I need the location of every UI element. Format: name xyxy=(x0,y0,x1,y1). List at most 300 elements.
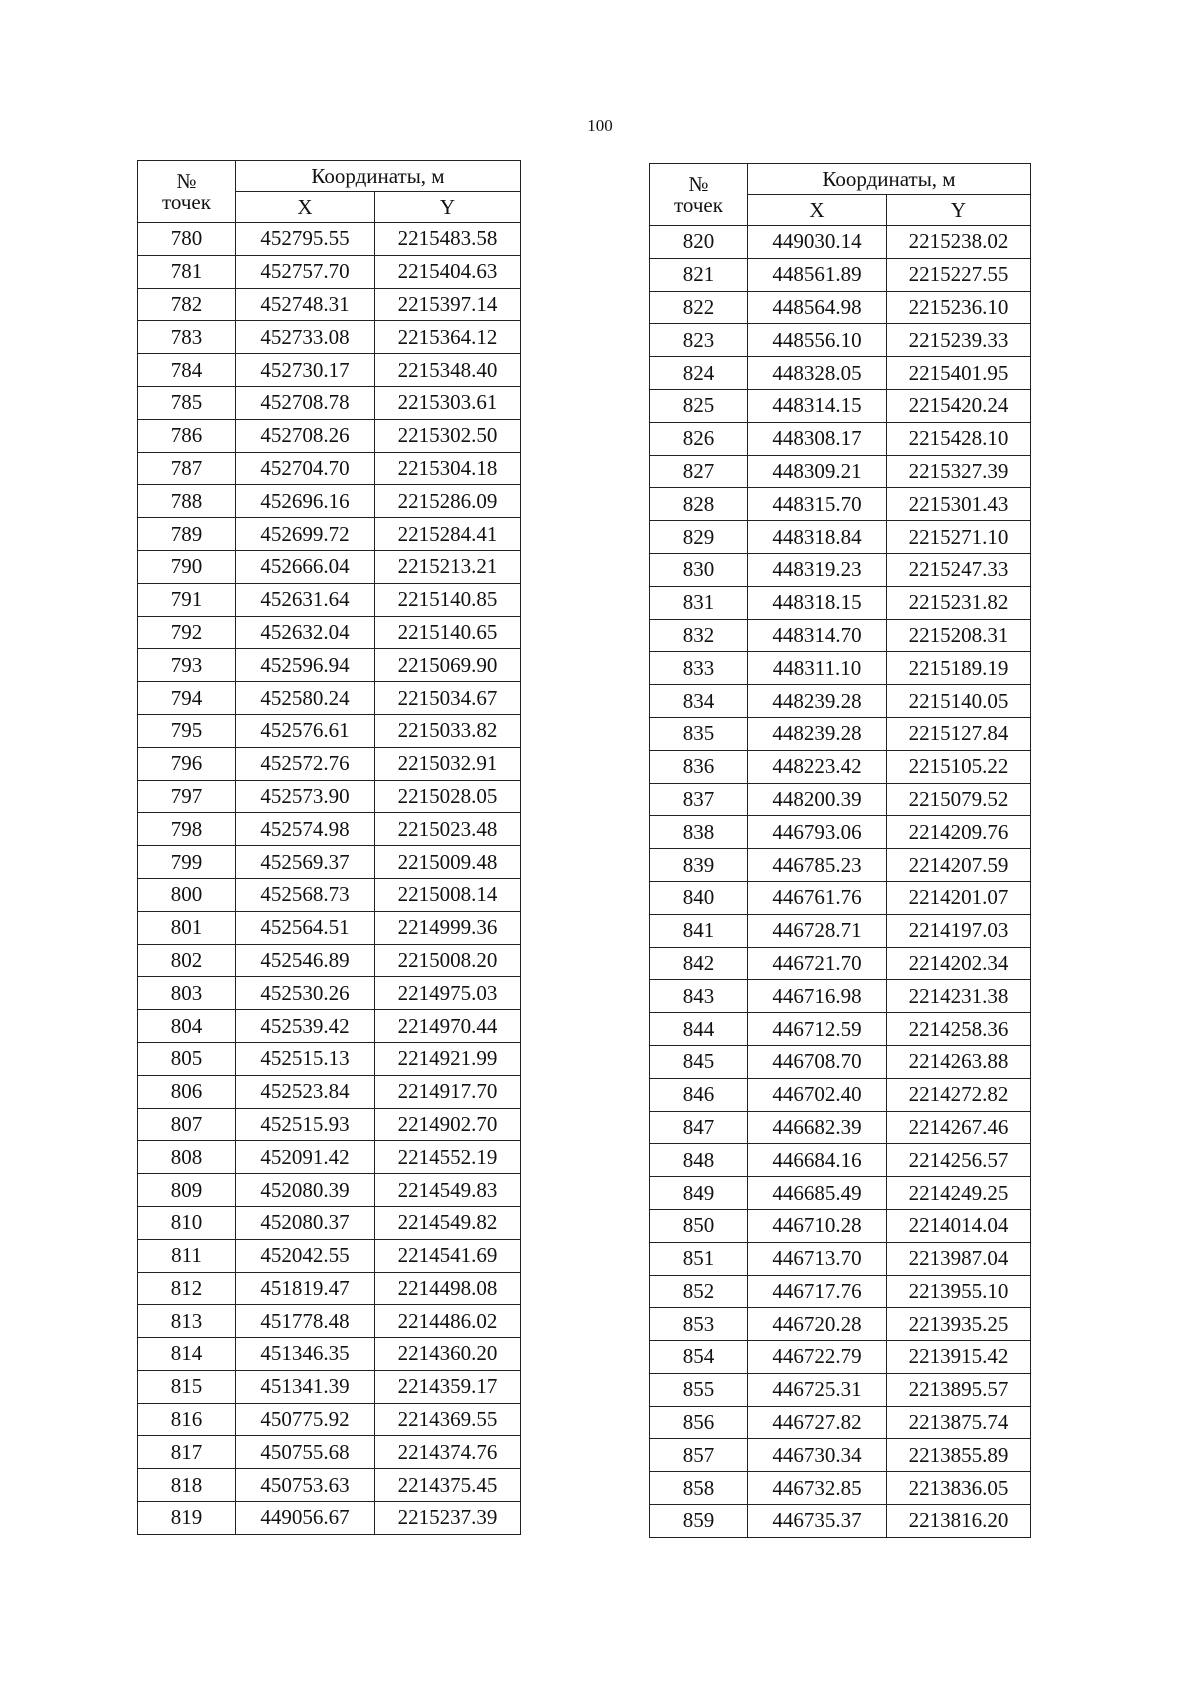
cell-x: 452569.37 xyxy=(236,846,375,879)
cell-x: 446685.49 xyxy=(748,1177,887,1210)
cell-point-number: 807 xyxy=(138,1108,236,1141)
table-row xyxy=(650,553,1031,586)
table-row xyxy=(138,1174,521,1207)
cell-x: 446684.16 xyxy=(748,1144,887,1177)
cell-y: 2215303.61 xyxy=(375,386,521,419)
cell-x: 446732.85 xyxy=(748,1472,887,1505)
cell-x: 446728.71 xyxy=(748,914,887,947)
coordinates-table-left xyxy=(137,160,521,1535)
cell-y: 2215227.55 xyxy=(887,258,1031,291)
cell-y: 2214249.25 xyxy=(887,1177,1031,1210)
table-row xyxy=(650,1013,1031,1046)
cell-x: 452733.08 xyxy=(236,321,375,354)
cell-point-number: 797 xyxy=(138,780,236,813)
cell-point-number: 800 xyxy=(138,878,236,911)
cell-y: 2215348.40 xyxy=(375,354,521,387)
table-row xyxy=(138,813,521,846)
cell-y: 2215034.67 xyxy=(375,682,521,715)
table-row xyxy=(650,750,1031,783)
cell-y: 2214231.38 xyxy=(887,980,1031,1013)
cell-y: 2215208.31 xyxy=(887,619,1031,652)
cell-y: 2215304.18 xyxy=(375,452,521,485)
cell-y: 2215231.82 xyxy=(887,586,1031,619)
cell-point-number: 838 xyxy=(650,816,748,849)
cell-x: 452080.39 xyxy=(236,1174,375,1207)
cell-x: 452708.26 xyxy=(236,419,375,452)
cell-y: 2215302.50 xyxy=(375,419,521,452)
cell-y: 2215327.39 xyxy=(887,455,1031,488)
header-x: X xyxy=(748,195,887,226)
table-row xyxy=(138,780,521,813)
table-row xyxy=(650,455,1031,488)
cell-x: 446710.28 xyxy=(748,1209,887,1242)
cell-x: 452730.17 xyxy=(236,354,375,387)
table-row xyxy=(138,386,521,419)
table-row xyxy=(138,583,521,616)
cell-y: 2213836.05 xyxy=(887,1472,1031,1505)
cell-point-number: 806 xyxy=(138,1075,236,1108)
cell-y: 2214552.19 xyxy=(375,1141,521,1174)
table-row xyxy=(138,878,521,911)
cell-point-number: 841 xyxy=(650,914,748,947)
table-row xyxy=(650,1045,1031,1078)
cell-x: 446716.98 xyxy=(748,980,887,1013)
cell-x: 452666.04 xyxy=(236,550,375,583)
cell-y: 2214207.59 xyxy=(887,849,1031,882)
table-row xyxy=(650,914,1031,947)
table-row xyxy=(138,288,521,321)
cell-x: 452564.51 xyxy=(236,911,375,944)
cell-point-number: 844 xyxy=(650,1013,748,1046)
table-row xyxy=(138,452,521,485)
cell-y: 2214267.46 xyxy=(887,1111,1031,1144)
cell-y: 2215189.19 xyxy=(887,652,1031,685)
table-row xyxy=(138,1502,521,1535)
cell-y: 2214197.03 xyxy=(887,914,1031,947)
cell-x: 448309.21 xyxy=(748,455,887,488)
table-row xyxy=(138,321,521,354)
cell-point-number: 793 xyxy=(138,649,236,682)
cell-point-number: 836 xyxy=(650,750,748,783)
cell-point-number: 854 xyxy=(650,1341,748,1374)
table-row xyxy=(650,685,1031,718)
cell-x: 446730.34 xyxy=(748,1439,887,1472)
table-row xyxy=(650,1505,1031,1538)
cell-y: 2215079.52 xyxy=(887,783,1031,816)
table-row xyxy=(138,682,521,715)
table-row xyxy=(650,619,1031,652)
cell-point-number: 829 xyxy=(650,521,748,554)
table-row xyxy=(650,1439,1031,1472)
cell-y: 2214975.03 xyxy=(375,977,521,1010)
cell-y: 2214999.36 xyxy=(375,911,521,944)
cell-x: 448556.10 xyxy=(748,324,887,357)
cell-point-number: 796 xyxy=(138,747,236,780)
cell-y: 2214201.07 xyxy=(887,881,1031,914)
cell-point-number: 853 xyxy=(650,1308,748,1341)
table-row xyxy=(650,226,1031,259)
cell-point-number: 832 xyxy=(650,619,748,652)
cell-point-number: 823 xyxy=(650,324,748,357)
header-coordinates: Координаты, м xyxy=(236,161,521,192)
cell-x: 450775.92 xyxy=(236,1403,375,1436)
cell-x: 452580.24 xyxy=(236,682,375,715)
cell-point-number: 791 xyxy=(138,583,236,616)
cell-x: 446722.79 xyxy=(748,1341,887,1374)
cell-x: 448318.15 xyxy=(748,586,887,619)
cell-y: 2214263.88 xyxy=(887,1045,1031,1078)
cell-y: 2215238.02 xyxy=(887,226,1031,259)
cell-y: 2215301.43 xyxy=(887,488,1031,521)
cell-point-number: 831 xyxy=(650,586,748,619)
table-row xyxy=(138,1010,521,1043)
cell-y: 2215069.90 xyxy=(375,649,521,682)
table-row xyxy=(650,717,1031,750)
table-row xyxy=(138,649,521,682)
table-row xyxy=(650,1209,1031,1242)
cell-x: 446735.37 xyxy=(748,1505,887,1538)
cell-point-number: 850 xyxy=(650,1209,748,1242)
cell-x: 448319.23 xyxy=(748,553,887,586)
table-row xyxy=(650,488,1031,521)
cell-x: 451778.48 xyxy=(236,1305,375,1338)
cell-x: 446727.82 xyxy=(748,1406,887,1439)
table-row xyxy=(138,1370,521,1403)
cell-point-number: 822 xyxy=(650,291,748,324)
cell-x: 452080.37 xyxy=(236,1206,375,1239)
cell-point-number: 804 xyxy=(138,1010,236,1043)
cell-x: 446761.76 xyxy=(748,881,887,914)
header-number-sign: № xyxy=(688,171,709,196)
cell-y: 2215397.14 xyxy=(375,288,521,321)
table-row xyxy=(138,1042,521,1075)
table-body xyxy=(138,223,521,1535)
cell-point-number: 825 xyxy=(650,389,748,422)
cell-y: 2215239.33 xyxy=(887,324,1031,357)
table-row xyxy=(650,258,1031,291)
cell-point-number: 856 xyxy=(650,1406,748,1439)
cell-point-number: 820 xyxy=(650,226,748,259)
page-number: 100 xyxy=(587,116,613,135)
table-row xyxy=(138,911,521,944)
cell-x: 448223.42 xyxy=(748,750,887,783)
cell-x: 452091.42 xyxy=(236,1141,375,1174)
cell-x: 452574.98 xyxy=(236,813,375,846)
cell-point-number: 837 xyxy=(650,783,748,816)
cell-point-number: 816 xyxy=(138,1403,236,1436)
cell-x: 448311.10 xyxy=(748,652,887,685)
cell-point-number: 840 xyxy=(650,881,748,914)
cell-x: 452546.89 xyxy=(236,944,375,977)
table-row xyxy=(650,881,1031,914)
cell-point-number: 827 xyxy=(650,455,748,488)
coordinates-table-right xyxy=(649,163,1031,1538)
table-row xyxy=(650,586,1031,619)
cell-point-number: 847 xyxy=(650,1111,748,1144)
cell-point-number: 858 xyxy=(650,1472,748,1505)
cell-x: 452757.70 xyxy=(236,255,375,288)
table-row xyxy=(650,357,1031,390)
table-row xyxy=(138,1141,521,1174)
cell-y: 2213895.57 xyxy=(887,1373,1031,1406)
cell-x: 449056.67 xyxy=(236,1502,375,1535)
cell-y: 2215404.63 xyxy=(375,255,521,288)
cell-point-number: 783 xyxy=(138,321,236,354)
cell-y: 2215284.41 xyxy=(375,518,521,551)
cell-x: 446712.59 xyxy=(748,1013,887,1046)
cell-x: 448314.70 xyxy=(748,619,887,652)
cell-point-number: 821 xyxy=(650,258,748,291)
cell-y: 2215140.85 xyxy=(375,583,521,616)
cell-point-number: 798 xyxy=(138,813,236,846)
cell-point-number: 833 xyxy=(650,652,748,685)
cell-x: 446713.70 xyxy=(748,1242,887,1275)
table-row xyxy=(650,521,1031,554)
cell-point-number: 802 xyxy=(138,944,236,977)
cell-point-number: 794 xyxy=(138,682,236,715)
cell-y: 2214374.76 xyxy=(375,1436,521,1469)
cell-x: 448564.98 xyxy=(748,291,887,324)
cell-point-number: 784 xyxy=(138,354,236,387)
cell-y: 2214486.02 xyxy=(375,1305,521,1338)
table-row xyxy=(138,1469,521,1502)
cell-y: 2215009.48 xyxy=(375,846,521,879)
cell-y: 2215140.65 xyxy=(375,616,521,649)
cell-x: 446717.76 xyxy=(748,1275,887,1308)
cell-y: 2214541.69 xyxy=(375,1239,521,1272)
table-row xyxy=(650,324,1031,357)
cell-x: 448239.28 xyxy=(748,717,887,750)
cell-point-number: 857 xyxy=(650,1439,748,1472)
cell-x: 450755.68 xyxy=(236,1436,375,1469)
cell-x: 448200.39 xyxy=(748,783,887,816)
cell-y: 2215271.10 xyxy=(887,521,1031,554)
table-row xyxy=(138,616,521,649)
table-row xyxy=(650,291,1031,324)
cell-x: 446785.23 xyxy=(748,849,887,882)
table-row xyxy=(650,1373,1031,1406)
cell-y: 2215237.39 xyxy=(375,1502,521,1535)
cell-point-number: 819 xyxy=(138,1502,236,1535)
header-y: Y xyxy=(375,192,521,223)
cell-y: 2215213.21 xyxy=(375,550,521,583)
cell-y: 2214917.70 xyxy=(375,1075,521,1108)
cell-y: 2215140.05 xyxy=(887,685,1031,718)
cell-x: 451819.47 xyxy=(236,1272,375,1305)
table-row xyxy=(650,783,1031,816)
table-row xyxy=(138,1075,521,1108)
cell-y: 2214014.04 xyxy=(887,1209,1031,1242)
cell-y: 2214498.08 xyxy=(375,1272,521,1305)
cell-y: 2215023.48 xyxy=(375,813,521,846)
cell-point-number: 811 xyxy=(138,1239,236,1272)
cell-x: 452704.70 xyxy=(236,452,375,485)
cell-y: 2214256.57 xyxy=(887,1144,1031,1177)
cell-y: 2214549.82 xyxy=(375,1206,521,1239)
cell-x: 446793.06 xyxy=(748,816,887,849)
cell-point-number: 786 xyxy=(138,419,236,452)
header-points-label: точек xyxy=(674,192,723,217)
table-row xyxy=(138,1108,521,1141)
cell-point-number: 803 xyxy=(138,977,236,1010)
table-row xyxy=(138,1338,521,1371)
table-row xyxy=(650,1308,1031,1341)
cell-y: 2214272.82 xyxy=(887,1078,1031,1111)
cell-point-number: 818 xyxy=(138,1469,236,1502)
table-row xyxy=(138,714,521,747)
cell-point-number: 813 xyxy=(138,1305,236,1338)
cell-y: 2214258.36 xyxy=(887,1013,1031,1046)
cell-point-number: 809 xyxy=(138,1174,236,1207)
cell-point-number: 795 xyxy=(138,714,236,747)
cell-x: 448239.28 xyxy=(748,685,887,718)
cell-x: 452530.26 xyxy=(236,977,375,1010)
cell-y: 2214549.83 xyxy=(375,1174,521,1207)
cell-x: 452042.55 xyxy=(236,1239,375,1272)
cell-point-number: 781 xyxy=(138,255,236,288)
cell-y: 2213816.20 xyxy=(887,1505,1031,1538)
cell-x: 452515.13 xyxy=(236,1042,375,1075)
cell-x: 446702.40 xyxy=(748,1078,887,1111)
cell-point-number: 849 xyxy=(650,1177,748,1210)
cell-point-number: 792 xyxy=(138,616,236,649)
cell-x: 452708.78 xyxy=(236,386,375,419)
cell-x: 448314.15 xyxy=(748,389,887,422)
cell-point-number: 826 xyxy=(650,422,748,455)
table-row xyxy=(138,944,521,977)
cell-y: 2213987.04 xyxy=(887,1242,1031,1275)
table-row xyxy=(650,1341,1031,1374)
cell-x: 452515.93 xyxy=(236,1108,375,1141)
table-row xyxy=(650,1111,1031,1144)
cell-point-number: 851 xyxy=(650,1242,748,1275)
cell-point-number: 808 xyxy=(138,1141,236,1174)
header-coordinates: Координаты, м xyxy=(748,164,1031,195)
cell-point-number: 839 xyxy=(650,849,748,882)
cell-x: 452696.16 xyxy=(236,485,375,518)
table-row xyxy=(138,1272,521,1305)
cell-x: 452568.73 xyxy=(236,878,375,911)
cell-y: 2215008.14 xyxy=(375,878,521,911)
cell-point-number: 830 xyxy=(650,553,748,586)
table-row xyxy=(650,652,1031,685)
cell-x: 449030.14 xyxy=(748,226,887,259)
table-row xyxy=(650,389,1031,422)
table-row xyxy=(650,816,1031,849)
table-row xyxy=(650,947,1031,980)
cell-x: 451341.39 xyxy=(236,1370,375,1403)
table-body xyxy=(650,226,1031,1538)
table-row xyxy=(138,550,521,583)
cell-y: 2215127.84 xyxy=(887,717,1031,750)
cell-y: 2213855.89 xyxy=(887,1439,1031,1472)
cell-y: 2215401.95 xyxy=(887,357,1031,390)
table-row xyxy=(138,747,521,780)
cell-y: 2213955.10 xyxy=(887,1275,1031,1308)
cell-y: 2214360.20 xyxy=(375,1338,521,1371)
cell-point-number: 846 xyxy=(650,1078,748,1111)
cell-point-number: 852 xyxy=(650,1275,748,1308)
cell-point-number: 789 xyxy=(138,518,236,551)
cell-point-number: 828 xyxy=(650,488,748,521)
table-row xyxy=(650,1078,1031,1111)
cell-x: 446682.39 xyxy=(748,1111,887,1144)
cell-y: 2215008.20 xyxy=(375,944,521,977)
cell-x: 446720.28 xyxy=(748,1308,887,1341)
cell-point-number: 805 xyxy=(138,1042,236,1075)
cell-y: 2214369.55 xyxy=(375,1403,521,1436)
cell-point-number: 810 xyxy=(138,1206,236,1239)
cell-x: 452539.42 xyxy=(236,1010,375,1043)
cell-y: 2213935.25 xyxy=(887,1308,1031,1341)
cell-x: 452523.84 xyxy=(236,1075,375,1108)
cell-point-number: 834 xyxy=(650,685,748,718)
cell-point-number: 843 xyxy=(650,980,748,1013)
table-row xyxy=(650,1242,1031,1275)
table-row xyxy=(138,1305,521,1338)
header-point-number xyxy=(650,164,748,226)
table-row xyxy=(650,1472,1031,1505)
cell-y: 2215428.10 xyxy=(887,422,1031,455)
cell-y: 2213915.42 xyxy=(887,1341,1031,1374)
header-y: Y xyxy=(887,195,1031,226)
table-row xyxy=(138,846,521,879)
cell-x: 452572.76 xyxy=(236,747,375,780)
table-row xyxy=(650,422,1031,455)
header-points-label: точек xyxy=(162,189,211,214)
cell-point-number: 855 xyxy=(650,1373,748,1406)
cell-x: 448308.17 xyxy=(748,422,887,455)
cell-y: 2215033.82 xyxy=(375,714,521,747)
cell-point-number: 787 xyxy=(138,452,236,485)
cell-x: 448315.70 xyxy=(748,488,887,521)
cell-y: 2215028.05 xyxy=(375,780,521,813)
cell-x: 448318.84 xyxy=(748,521,887,554)
cell-y: 2214902.70 xyxy=(375,1108,521,1141)
cell-x: 448328.05 xyxy=(748,357,887,390)
table-row xyxy=(650,1275,1031,1308)
cell-y: 2214970.44 xyxy=(375,1010,521,1043)
cell-point-number: 799 xyxy=(138,846,236,879)
table-row xyxy=(138,1403,521,1436)
cell-x: 451346.35 xyxy=(236,1338,375,1371)
cell-x: 448561.89 xyxy=(748,258,887,291)
table-row xyxy=(138,518,521,551)
table-row xyxy=(138,977,521,1010)
cell-point-number: 848 xyxy=(650,1144,748,1177)
table-row xyxy=(138,354,521,387)
table-row xyxy=(650,980,1031,1013)
cell-x: 452573.90 xyxy=(236,780,375,813)
cell-y: 2215286.09 xyxy=(375,485,521,518)
cell-y: 2214375.45 xyxy=(375,1469,521,1502)
header-x: X xyxy=(236,192,375,223)
cell-point-number: 835 xyxy=(650,717,748,750)
cell-x: 452748.31 xyxy=(236,288,375,321)
cell-x: 452632.04 xyxy=(236,616,375,649)
cell-x: 446725.31 xyxy=(748,1373,887,1406)
cell-y: 2214359.17 xyxy=(375,1370,521,1403)
cell-point-number: 842 xyxy=(650,947,748,980)
cell-x: 452596.94 xyxy=(236,649,375,682)
cell-y: 2214202.34 xyxy=(887,947,1031,980)
cell-point-number: 790 xyxy=(138,550,236,583)
cell-point-number: 801 xyxy=(138,911,236,944)
table-row xyxy=(650,849,1031,882)
cell-y: 2215105.22 xyxy=(887,750,1031,783)
cell-x: 446708.70 xyxy=(748,1045,887,1078)
cell-y: 2215364.12 xyxy=(375,321,521,354)
